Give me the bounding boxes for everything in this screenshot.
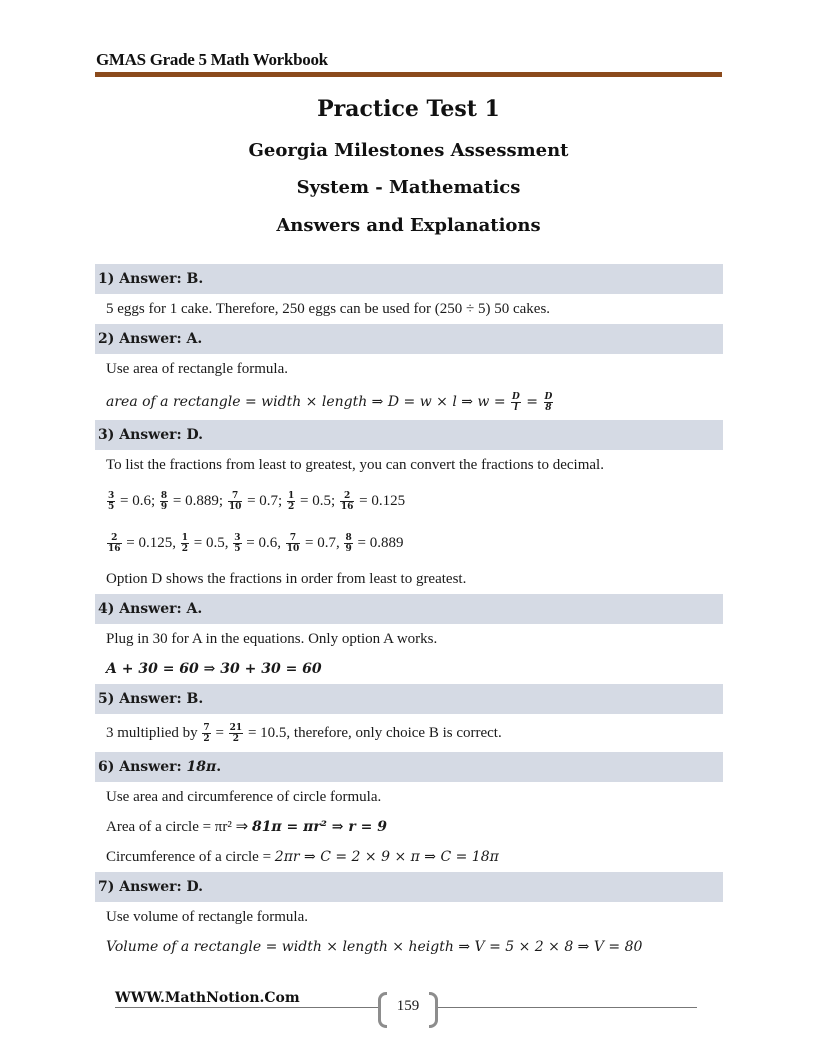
decimal-value: = 0.889; [169, 493, 227, 509]
answer-6-label: 6) Answer: [98, 759, 187, 775]
decimal-value: = 0.5, [190, 535, 233, 551]
answer-1-text: 5 eggs for 1 cake. Therefore, 250 eggs can be used for (250 ÷ 5) 50 cakes. [106, 301, 551, 317]
answer-4-text: Plug in 30 for A in the equations. Only option A works. [106, 631, 438, 647]
answer-7-equation: Volume of a rectangle = width × length × heigth ⇒ V = 5 × 2 × 8 ⇒ V = 80 [106, 939, 643, 955]
equals-sign: = [211, 725, 228, 741]
footer-website: WWW.MathNotion.Com [115, 990, 300, 1006]
answer-3-conclusion: Option D shows the fractions in order from least to greatest. [106, 571, 467, 587]
answer-6-circ-text: Circumference of a circle = [106, 849, 275, 865]
fraction: $\frac{7}{10}$ [228, 491, 242, 513]
answer-7-text: Use volume of rectangle formula. [106, 909, 309, 925]
answer-3-header: 3) Answer: D. [95, 420, 723, 450]
subtitle-line-1: Georgia Milestones Assessment [248, 140, 569, 161]
answer-3-fractions-row-2 [95, 522, 723, 564]
decimal-value: = 0.7; [243, 493, 286, 509]
answer-1-header: 1) Answer: B. [95, 264, 723, 294]
fraction: $\frac{3}{5}$ [108, 491, 115, 513]
answer-6-label-math: 18π [186, 759, 217, 775]
answer-2-equation [95, 384, 723, 420]
answer-4-header: 4) Answer: A. [95, 594, 723, 624]
answer-6-circ-math: 2πr ⇒ C = 2 × 9 × π ⇒ C = 18π [274, 849, 499, 865]
fraction: $\frac{1}{2}$ [181, 533, 189, 555]
answer-4-equation: A + 30 = 60 ⇒ 30 + 30 = 60 [106, 661, 322, 677]
answers-list [95, 264, 723, 962]
decimal-value: = 0.889 [353, 535, 404, 551]
subtitle-line-3: Answers and Explanations [276, 215, 541, 236]
fraction: $\frac{2}{16}$ [340, 491, 354, 513]
answer-6-area [95, 812, 723, 842]
fraction: $\frac{7}{10}$ [286, 533, 300, 555]
answer-6-area-text: Area of a circle = πr² ⇒ [106, 819, 252, 835]
answer-3-fractions-row-1 [95, 480, 723, 522]
answer-3-text: To list the fractions from least to greatest, you can convert the fractions to decimal. [106, 457, 604, 473]
answer-7-header: 7) Answer: D. [95, 872, 723, 902]
answer-2-header: 2) Answer: A. [95, 324, 723, 354]
answer-6-text: Use area and circumference of circle formula. [106, 789, 382, 805]
fraction: $\frac{2}{16}$ [108, 533, 121, 555]
answer-6-header [95, 752, 723, 782]
fraction: $\frac{8}{9}$ [345, 533, 352, 555]
page-number: 159 [396, 998, 420, 1014]
answer-5-post: = 10.5, therefore, only choice B is correct. [244, 725, 502, 741]
workbook-title: GMAS Grade 5 Math Workbook [96, 50, 328, 69]
answer-6-area-math: 81π = πr² ⇒ r = 9 [251, 819, 387, 835]
fraction: $\frac{D}{8}$ [544, 391, 553, 413]
decimal-value: = 0.125 [355, 493, 406, 509]
fraction: $\frac{21}{2}$ [229, 723, 243, 745]
fraction: $\frac{8}{9}$ [160, 491, 168, 513]
page-title: Practice Test 1 [317, 96, 500, 122]
answer-5-text [95, 714, 723, 752]
fraction: $\frac{1}{2}$ [287, 491, 295, 513]
page-number-box [378, 992, 438, 1024]
answer-6-label-end: . [216, 759, 222, 775]
decimal-value: = 0.6; [116, 493, 159, 509]
decimal-value: = 0.125, [122, 535, 180, 551]
subtitle-line-2: System - Mathematics [296, 177, 521, 198]
right-brace [429, 992, 438, 1028]
decimal-value: = 0.6, [242, 535, 285, 551]
fraction: $\frac{D}{l}$ [512, 391, 520, 413]
decimal-value: = 0.7, [301, 535, 344, 551]
answer-2-eq-main: area of a rectangle = width × length ⇒ D = w × l ⇒ w = [106, 394, 511, 410]
fraction: $\frac{7}{2}$ [203, 723, 210, 745]
decimal-value: = 0.5; [296, 493, 339, 509]
answer-6-circumference [95, 842, 723, 872]
answer-2-text: Use area of rectangle formula. [106, 361, 288, 377]
header-rule [95, 72, 722, 77]
fraction: $\frac{3}{5}$ [234, 533, 241, 555]
answer-5-pre: 3 multiplied by [106, 725, 202, 741]
equals-sign: = [521, 394, 543, 410]
answer-5-header: 5) Answer: B. [95, 684, 723, 714]
